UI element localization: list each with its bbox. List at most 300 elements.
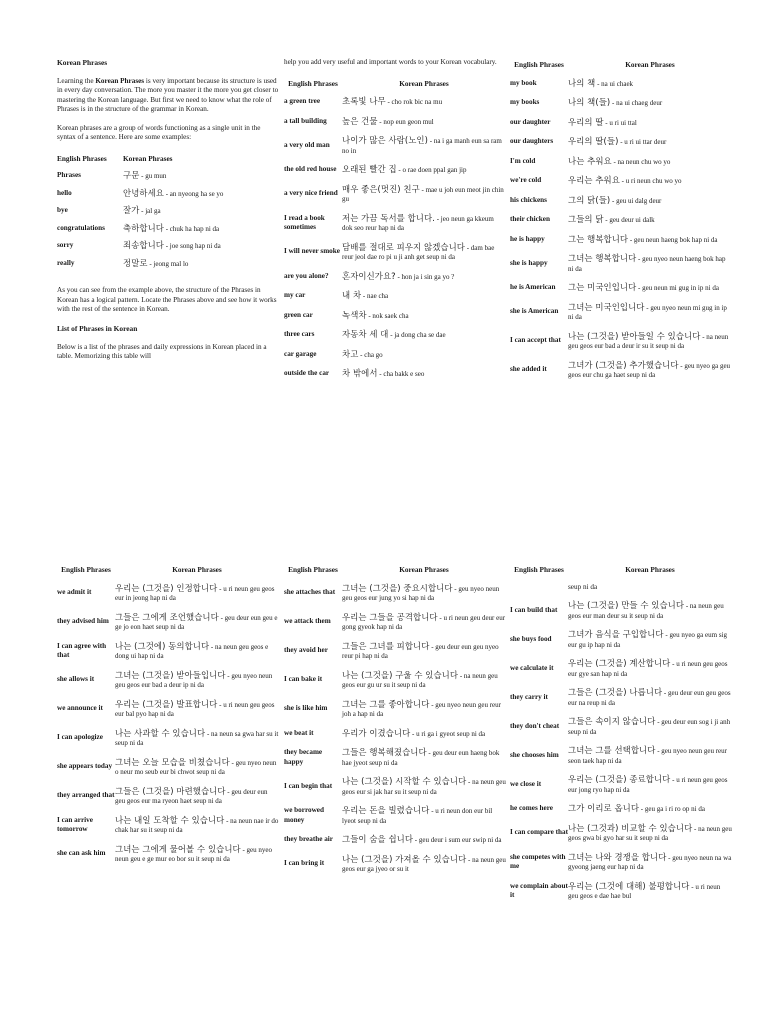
table-row [284, 160, 506, 180]
romanization: - jal ga [139, 207, 161, 216]
table-row [284, 209, 506, 238]
korean-phrase-cell [568, 799, 732, 819]
korean-phrase: 잘가 [123, 205, 140, 216]
romanization: - mae u joh eun meot jin chin gu [342, 185, 504, 204]
romanization: - an nyeong ha se yo [163, 189, 224, 198]
english-phrase: she chooses him [510, 750, 559, 759]
korean-phrase: 나의 책 [568, 77, 596, 88]
table-row [510, 278, 732, 298]
table-row [57, 782, 279, 811]
korean-phrase: 나는 내일 도착할 수 있습니다 [115, 814, 225, 825]
romanization: - u ri ui ttar deur [618, 138, 667, 147]
table-row [57, 255, 279, 273]
table-row [510, 654, 732, 683]
korean-phrase-cell [342, 801, 506, 830]
english-phrase: we beat it [284, 728, 314, 737]
romanization: - geu nyeo neun mi gug in ip ni da [568, 303, 727, 322]
korean-phrase-cell [568, 712, 732, 741]
table-row [57, 811, 279, 840]
english-phrase: our daughter [510, 117, 551, 126]
korean-phrase: 담배를 절대로 피우지 않겠습니다 [342, 241, 465, 252]
korean-phrase: 높은 건물 [342, 115, 378, 126]
english-phrase: a green tree [284, 97, 321, 106]
korean-phrase: 우리는 (그것을) 인정합니다 [115, 582, 218, 593]
korean-phrase-cell [568, 819, 732, 848]
korean-phrase: 우리는 (그것을) 발표합니다 [115, 698, 218, 709]
korean-phrase-cell [342, 666, 506, 695]
table-row [510, 799, 732, 819]
english-phrase: they advised him [57, 617, 109, 626]
korean-phrase: 나의 책(들) [568, 97, 611, 108]
english-phrase: she allows it [57, 675, 95, 684]
header-english: English Phrases [514, 60, 564, 69]
romanization: - geu nyeo neun geu reur seon taek hap ni da [568, 747, 727, 765]
table-row [57, 753, 279, 782]
korean-phrase-cell [342, 608, 506, 637]
korean-phrase: 그녀는 (그것을) 받아들입니다 [115, 669, 226, 680]
korean-phrase-cell [568, 74, 732, 94]
korean-phrase-cell [568, 93, 732, 113]
romanization: - o rae doen ppal gan jip [396, 166, 467, 175]
english-phrase: I can arrive tomorrow [57, 815, 93, 834]
english-phrase: she is American [510, 307, 559, 316]
header-english: English Phrases [61, 565, 111, 574]
korean-phrase: 그들이 숨을 쉽니다 [342, 834, 414, 845]
table-row [57, 237, 279, 255]
romanization: - u ri neun geu geos eur bal pyo hap ni da [115, 700, 275, 719]
table-row [510, 356, 732, 385]
table-row [510, 625, 732, 654]
header-korean: Korean Phrases [399, 78, 449, 88]
korean-phrase: 나는 (그것을) 만들 수 있습니다 [568, 600, 685, 611]
romanization: - ja dong cha se dae [388, 331, 446, 340]
romanization: - na neun geu geos eur bad a deur ir su it seup ni da [568, 332, 729, 351]
english-phrase: congratulations [57, 223, 105, 232]
korean-phrase-cell [342, 267, 506, 287]
korean-phrase: 내 차 [342, 290, 362, 301]
english-phrase: I can build that [510, 605, 558, 614]
english-phrase: he comes here [510, 804, 553, 813]
english-phrase: they avoid her [284, 646, 328, 655]
header-english: English Phrases [514, 565, 564, 574]
korean-phrase: 그가 이리로 옵니다 [568, 803, 640, 814]
korean-phrase-cell [568, 132, 732, 152]
romanization: - geu deur eun geu geos eur na reup ni da [568, 689, 731, 707]
table-row [284, 286, 506, 306]
korean-phrase-cell [568, 770, 732, 799]
header-english: English Phrases [288, 78, 338, 88]
korean-phrase-cell [568, 278, 732, 298]
korean-phrase-cell [342, 131, 506, 160]
korean-phrase-cell [342, 579, 506, 608]
table-row [284, 579, 506, 608]
panel-4 [57, 563, 279, 869]
romanization: - geu deur eun geu e ge jo eon haet seup ni da [115, 613, 278, 632]
korean-phrase: 안녕하세요 [123, 187, 164, 198]
romanization: - nop eun geon mul [377, 117, 434, 126]
korean-phrase: 자동차 세 대 [342, 329, 389, 340]
phrase-table [57, 152, 279, 273]
korean-phrase: 우리가 이겼습니다 [342, 727, 411, 738]
english-phrase: she is happy [510, 258, 548, 267]
panel-intro [57, 58, 279, 371]
korean-phrase: 그녀는 오늘 모습을 비쳤습니다 [115, 756, 230, 767]
korean-phrase-cell [568, 210, 732, 230]
korean-phrase: 나는 (그것을) 구울 수 있습니다 [342, 669, 459, 680]
korean-phrase-cell [123, 202, 279, 220]
table-row [284, 637, 506, 666]
korean-phrase-cell [115, 753, 279, 782]
korean-phrase-cell [568, 152, 732, 172]
korean-phrase: 그녀는 미국인입니다 [568, 301, 645, 312]
header-korean: Korean Phrases [625, 60, 675, 69]
english-phrase: a very old man [284, 140, 330, 149]
korean-phrase: 그들의 닭 [568, 214, 604, 225]
korean-phrase-cell [568, 191, 732, 211]
romanization: - geu nyeo ga geu geos eur chu ga haet seup ni da [568, 361, 731, 380]
romanization: - geu neun haeng bok hap ni da [628, 235, 718, 244]
romanization: - u ri ga i gyeot seup ni da [410, 729, 486, 738]
table-row [284, 325, 506, 345]
korean-phrase-cell [342, 364, 506, 384]
korean-phrase-cell [568, 596, 732, 625]
romanization: - na neun nae ir do chak har su it seup ni da [115, 816, 279, 835]
romanization: - geu nyeo neun na wa gyeong jaeng eur hap ni da [568, 853, 732, 872]
table-row [510, 596, 732, 625]
romanization: - geu ui dalg deur [610, 196, 662, 205]
korean-phrase-cell [115, 782, 279, 811]
english-phrase: he is happy [510, 234, 545, 243]
english-phrase: I will never smoke [284, 247, 340, 256]
table-row [510, 93, 732, 113]
korean-phrase: 차 밖에서 [342, 368, 378, 379]
romanization: - geu nyeo neun geu geos eur jung yo si hap ni da [342, 584, 500, 603]
table-row [57, 579, 279, 608]
korean-phrase: 그의 닭(들) [568, 194, 611, 205]
intro-paragraph-2: Korean phrases are a group of words functioning as a single unit in the syntax of a sentence. Here are some examples: [57, 123, 261, 142]
romanization: - na neun geu geos gwa bi gyo har su it seup ni da [568, 824, 732, 843]
table-row [284, 112, 506, 132]
header-english: English Phrases [57, 153, 107, 163]
korean-phrase: 나는 사과할 수 있습니다 [115, 727, 206, 738]
english-phrase: she added it [510, 365, 547, 374]
korean-phrase: 우리는 추워요 [568, 175, 620, 186]
korean-phrase-cell [568, 654, 732, 683]
romanization: - u ri neun chu wo yo [619, 177, 682, 186]
korean-phrase: 매우 좋은(멋진) 친구 [342, 183, 420, 194]
romanization: - u ri neun don eur bil lyeot seup ni da [342, 807, 493, 825]
korean-phrase: 나는 (그것을) 받아들일 수 있습니다 [568, 330, 701, 341]
korean-phrase-cell [342, 724, 506, 744]
romanization: - geu deur eun geu geos eur ma ryeon haet seup ni da [115, 787, 268, 806]
romanization: - na i ga manh eun sa ram no in [342, 137, 502, 155]
korean-phrase-cell [115, 840, 279, 869]
romanization: - chuk ha hap ni da [163, 224, 220, 233]
korean-phrase-cell [342, 637, 506, 666]
english-phrase: our daughters [510, 137, 554, 146]
korean-phrase-cell [115, 724, 279, 753]
panel-5 [284, 563, 506, 879]
english-phrase: really [57, 258, 75, 267]
table-row [510, 230, 732, 250]
korean-phrase-cell [342, 743, 506, 772]
korean-phrase: 초록빛 나무 [342, 96, 386, 107]
panel-3 [510, 58, 732, 385]
korean-phrase: 나는 추워요 [568, 155, 612, 166]
romanization: - geu neun mi gug in ip ni da [636, 284, 719, 293]
english-phrase: we announce it [57, 704, 103, 713]
table-row [57, 185, 279, 203]
table-row [284, 238, 506, 267]
table-row [284, 267, 506, 287]
romanization: - gu mun [139, 172, 167, 181]
table-row [284, 724, 506, 744]
table-row [284, 850, 506, 879]
romanization: - geu deur i sum eur swip ni da [413, 836, 502, 845]
english-phrase: I'm cold [510, 156, 536, 165]
korean-phrase: 그들은 그녀를 피합니다 [342, 640, 430, 651]
romanization: - geu deur eun haeng bok hae jyeot seup ni da [342, 749, 500, 767]
korean-phrase: 오래된 빨간 집 [342, 164, 397, 175]
english-phrase: they became happy [284, 748, 323, 766]
korean-phrase: 그녀는 행복합니다 [568, 253, 637, 264]
english-phrase: they arranged that [57, 791, 115, 800]
korean-phrase-cell [342, 772, 506, 801]
korean-phrase-cell [342, 180, 506, 209]
romanization: - na neun geu geos e dong ui hap ni da [115, 642, 269, 661]
english-phrase: sorry [57, 241, 74, 250]
intro-text: Learning the [57, 76, 96, 85]
romanization: - u ri neun geu geos eur in jeong hap ni da [115, 584, 275, 603]
korean-phrase-cell [115, 695, 279, 724]
english-phrase: they breathe air [284, 835, 333, 844]
romanization: - jeong mal lo [147, 259, 189, 268]
table-row [284, 364, 506, 384]
romanization: - geu deur ui dalk [603, 216, 655, 225]
header-korean: Korean Phrases [172, 565, 222, 574]
korean-phrase: 그녀는 (그것을) 중요시합니다 [342, 582, 453, 593]
romanization: - na neun geu geos eur ga jyeo or su it [342, 855, 506, 874]
korean-phrase-cell [342, 325, 506, 345]
table-row [510, 171, 732, 191]
korean-phrase: 나는 (그것을) 시작할 수 있습니다 [342, 776, 467, 787]
english-phrase: Phrases [57, 171, 81, 180]
korean-phrase: 저는 가끔 독서를 합니다. [342, 212, 435, 223]
english-phrase: a very nice friend [284, 189, 338, 198]
romanization: - u ri neun geu deur eur gong gyeok hap ni da [342, 613, 506, 632]
english-phrase: are you alone? [284, 271, 329, 280]
korean-phrase: 구문 [123, 170, 140, 181]
english-phrase: I can bring it [284, 859, 325, 868]
korean-phrase-cell [342, 92, 506, 112]
korean-phrase-cell [123, 255, 279, 273]
table-row [510, 74, 732, 94]
phrase-table [510, 563, 732, 906]
list-title: List of Phrases in Korean [57, 323, 138, 333]
korean-phrase: 나는 (그것에) 동의합니다 [115, 640, 210, 651]
korean-phrase: 차고 [342, 348, 359, 359]
table-row [510, 132, 732, 152]
table-row [510, 877, 732, 906]
korean-phrase: 나는 (그것을) 가져올 수 있습니다 [342, 853, 467, 864]
korean-phrase-cell [342, 695, 506, 724]
english-phrase: she can ask him [57, 849, 106, 858]
korean-phrase-cell [342, 209, 506, 238]
table-row [510, 741, 732, 770]
table-row [284, 345, 506, 365]
table-row [284, 743, 506, 772]
english-phrase: she competes with me [510, 852, 566, 871]
table-row [284, 801, 506, 830]
intro-paragraph-5: help you add very useful and important words to your Korean vocabulary. [284, 58, 497, 66]
korean-phrase: 정말로 [123, 257, 148, 268]
table-row [284, 92, 506, 112]
table-row [510, 848, 732, 877]
table-row [510, 819, 732, 848]
korean-phrase-cell [342, 345, 506, 365]
table-row [57, 695, 279, 724]
korean-phrase: 녹색차 [342, 309, 367, 320]
header-english: English Phrases [288, 565, 338, 574]
romanization: - na neun sa gwa har su it seup ni da [115, 729, 279, 748]
korean-phrase: 우리는 (그것을) 계산합니다 [568, 658, 671, 669]
korean-phrase: 그녀는 그를 선택합니다 [568, 745, 656, 756]
table-row [510, 298, 732, 327]
english-phrase: his chickens [510, 195, 547, 204]
korean-phrase-cell [568, 298, 732, 327]
korean-phrase: 그녀는 그를 좋아합니다 [342, 698, 430, 709]
english-phrase: they don't cheat [510, 721, 560, 730]
romanization: - geu ga i ri ro op ni da [639, 805, 705, 814]
romanization: - geu nyeo neun geu reur joh a hap ni da [342, 700, 501, 719]
english-phrase: I can accept that [510, 336, 561, 345]
english-phrase: outside the car [284, 369, 330, 378]
continued-text: seup ni da [568, 582, 598, 591]
korean-phrase-cell [115, 666, 279, 695]
english-phrase: he is American [510, 283, 556, 292]
romanization: - na neun geu geos eur si jak har su it seup ni da [342, 778, 506, 796]
panel-6 [510, 563, 732, 906]
korean-phrase: 그는 행복합니다 [568, 233, 629, 244]
intro-bold-text: Korean Phrases [95, 76, 145, 85]
korean-phrase-cell [568, 848, 732, 877]
table-row [284, 666, 506, 695]
table-row [57, 666, 279, 695]
table-row [284, 131, 506, 160]
korean-phrase: 그는 미국인입니다 [568, 282, 637, 293]
korean-phrase-cell [342, 830, 506, 850]
korean-phrase-cell [568, 249, 732, 278]
table-row [510, 327, 732, 356]
table-row [57, 608, 279, 637]
romanization: - jeo neun ga kkeum dok seo reur hap ni da [342, 214, 494, 233]
english-phrase: my book [510, 78, 537, 87]
korean-phrase-cell [568, 171, 732, 191]
korean-phrase-cell [568, 625, 732, 654]
korean-phrase-cell [342, 238, 506, 267]
romanization: - geu nyeo neun geu geos eur bad a deur ip ni da [115, 671, 273, 690]
romanization: - cho rok bic na mu [385, 98, 443, 107]
table-row [57, 724, 279, 753]
korean-phrase-cell [342, 112, 506, 132]
korean-phrase: 나는 (그것과) 비교할 수 있습니다 [568, 822, 693, 833]
romanization: - dam bae reur jeol dae ro pi u ji anh get seup ni da [342, 243, 495, 262]
english-phrase: we're cold [510, 176, 542, 185]
korean-phrase-cell [568, 327, 732, 356]
romanization: - na neun geu geos eur man deur su it seup ni da [568, 602, 724, 620]
korean-phrase: 혼자이신가요? [342, 270, 396, 281]
korean-phrase-cell [342, 850, 506, 879]
korean-phrase: 그녀는 그에게 물어볼 수 있습니다 [115, 843, 241, 854]
korean-phrase: 그녀가 (그것을) 추가했습니다 [568, 359, 679, 370]
table-row [510, 712, 732, 741]
table-row [57, 202, 279, 220]
english-phrase: hello [57, 188, 72, 197]
romanization: - joe song hap ni da [163, 242, 221, 251]
korean-phrase-cell [123, 185, 279, 203]
romanization: - na neun chu wo yo [611, 157, 671, 166]
english-phrase: we admit it [57, 588, 92, 597]
korean-phrase-cell [568, 113, 732, 133]
table-row [57, 220, 279, 238]
table-row [510, 683, 732, 712]
korean-phrase-cell [568, 877, 732, 906]
romanization: - nae cha [361, 292, 389, 301]
romanization: - geu nyeo neun geu e ge mur eo bor su it seup ni da [115, 845, 273, 864]
korean-phrase-cell [568, 230, 732, 250]
korean-phrase: 우리는 돈을 빌렸습니다 [342, 805, 430, 816]
table-row [510, 210, 732, 230]
header-korean: Korean Phrases [123, 153, 173, 163]
romanization: - na neun geu geos eur gu ur su it seup ni da [342, 671, 498, 690]
romanization: - u ri neun geu geos eur jong ryo hap ni da [568, 776, 728, 794]
english-phrase: green car [284, 310, 313, 319]
english-phrase: they carry it [510, 692, 548, 701]
english-phrase: we complain about it [510, 881, 568, 900]
phrase-table [57, 563, 279, 869]
english-phrase: we borrowed money [284, 806, 324, 824]
english-phrase: she appears today [57, 762, 113, 771]
korean-phrase-cell [123, 220, 279, 238]
english-phrase: my books [510, 98, 540, 107]
korean-phrase: 그녀는 나와 경쟁을 합니다 [568, 851, 667, 862]
korean-phrase: 우리는 그들을 공격합니다 [342, 611, 438, 622]
table-row [284, 608, 506, 637]
table-row [57, 637, 279, 666]
romanization: - geu nyeo ga eum sig eur gu ip hap ni da [568, 631, 727, 649]
english-phrase: car garage [284, 349, 317, 358]
english-phrase: bye [57, 206, 68, 215]
english-phrase: their chicken [510, 215, 550, 224]
korean-phrase-cell [123, 167, 279, 185]
intro-text: is very important because its structure is used in every day conversation. The more you master it the more you get closer to mastering the Korean language. But first we need to know what the role of Phrases is in the structure of the grammar in Korean. [57, 76, 279, 114]
intro-paragraph-3: As you can see from the example above, the structure of the Phrases in Korean has a logical pattern. Locate the Phrases above and see how it works with the rest of the sentence in Korean. [57, 286, 277, 314]
romanization: - geu deur eun sog i ji anh seup ni da [568, 718, 731, 736]
korean-phrase: 나이가 많은 사람(노인) [342, 135, 428, 146]
romanization: - u ri ui ttal [603, 118, 637, 127]
header-korean: Korean Phrases [625, 565, 675, 574]
romanization: - na ui chaek [595, 79, 634, 88]
korean-phrase-cell [123, 237, 279, 255]
korean-phrase: 그들은 행복해졌습니다 [342, 747, 427, 758]
phrase-table [284, 77, 506, 384]
table-row [510, 249, 732, 278]
english-phrase: I read a book sometimes [284, 213, 325, 232]
korean-phrase-cell [342, 306, 506, 326]
korean-phrase-cell [115, 608, 279, 637]
english-phrase: a tall building [284, 116, 327, 125]
korean-phrase-cell [568, 741, 732, 770]
